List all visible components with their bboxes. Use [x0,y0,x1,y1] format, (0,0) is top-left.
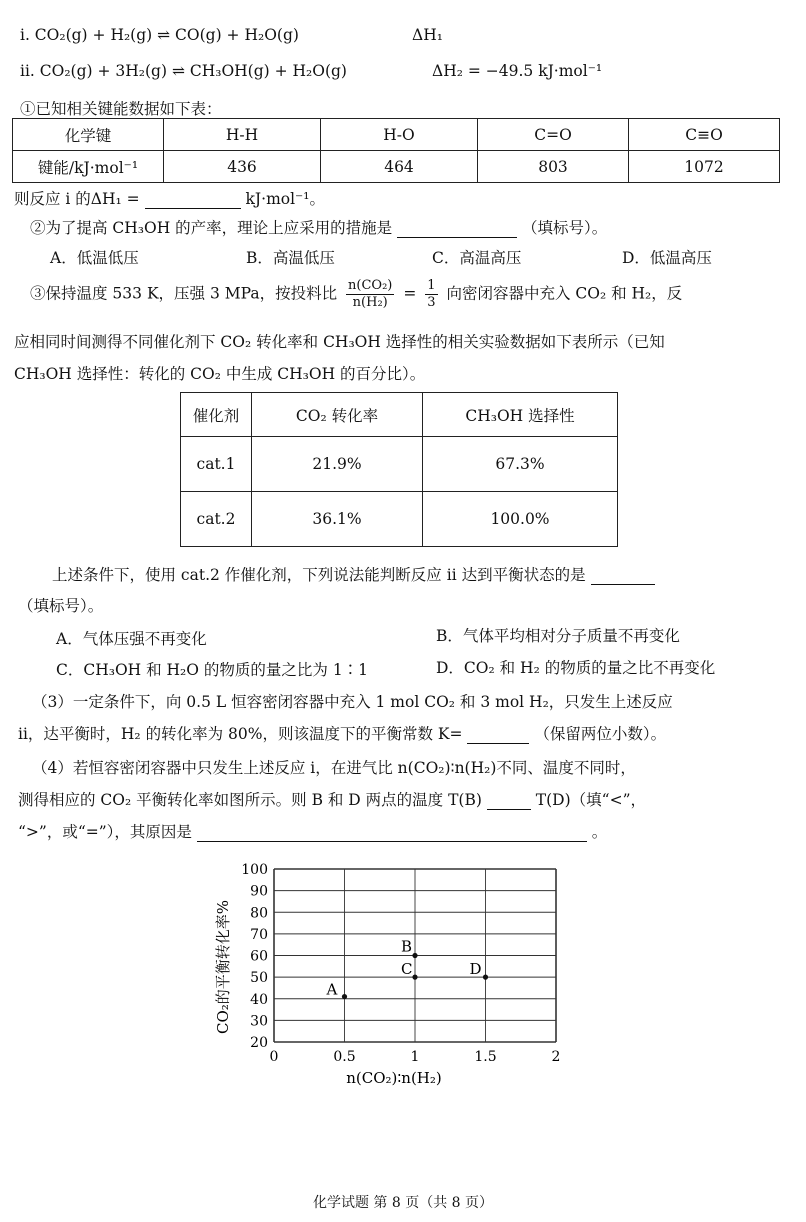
bond-header: H-H [164,119,321,151]
q1-unit: kJ·mol⁻¹。 [245,190,325,208]
q3-ask-hint: （填标号）。 [18,597,104,615]
cat-header: 催化剂 [181,393,252,437]
co2-conversion-chart [200,855,600,1095]
part4-text: 测得相应的 CO₂ 平衡转化率如图所示。则 B 和 D 两点的温度 T(B) [18,791,482,809]
y-tick-label: 50 [250,970,268,987]
q3-question [52,563,655,585]
x-tick-label: 0.5 [333,1049,356,1065]
q3-line-3: CH₃OH 选择性：转化的 CO₂ 中生成 CH₃OH 的百分比）。 [14,365,426,383]
data-point-c [412,975,417,980]
part3-text: ⅱ，达平衡时，H₂ 的转化率为 80%，则该温度下的平衡常数 K= [18,725,463,743]
bond-value: 1072 [629,151,780,183]
y-tick-label: 100 [241,862,268,878]
part4-reason-blank[interactable] [197,826,587,842]
part3-answer-blank[interactable] [467,728,529,744]
reaction-1 [20,26,299,44]
catalyst-table [180,392,618,547]
q1-intro: ①已知相关键能数据如下表： [20,100,222,118]
y-tick-label: 90 [250,883,268,900]
q3-option-c: C．CH₃OH 和 H₂O 的物质的量之比为 1∶1 [56,661,369,679]
part4-reason-text: “>”，或“=”），其原因是 [18,823,192,841]
part4-line-3 [18,820,607,842]
q2-question [30,216,607,238]
q3-option-a: A．气体压强不再变化 [56,630,207,648]
q3-text-a: ③保持温度 533 K，压强 3 MPa，按投料比 [30,284,338,303]
bond-value: 464 [321,151,478,183]
cat-cell: 21.9% [252,437,423,492]
x-tick-label: 1.5 [474,1049,497,1065]
cat-cell: 67.3% [423,437,618,492]
part4-compare-blank[interactable] [487,794,531,810]
cat-cell: 100.0% [423,492,618,547]
bond-energy-table [12,118,780,183]
q2-option-c: C．高温高压 [432,249,522,267]
part3-hint: （保留两位小数）。 [534,725,667,743]
page-footer: 化学试题 第 8 页（共 8 页） [312,1195,494,1211]
q1-question [14,187,325,209]
y-tick-label: 80 [250,905,268,922]
part4-end: 。 [591,823,608,841]
data-point-b [412,953,417,958]
q2-answer-blank[interactable] [397,222,517,238]
x-axis-label: n(CO₂)∶n(H₂) [346,1069,442,1087]
part4-hint: T(D)（填“<”， [535,791,646,809]
equals-sign: = [403,284,417,303]
q2-option-d: D．低温高压 [622,249,712,267]
q2-option-b: B．高温低压 [246,249,335,267]
feed-ratio-fraction [346,278,394,311]
y-tick-label: 40 [250,991,268,1008]
q3-option-d: D．CO₂ 和 H₂ 的物质的量之比不再变化 [436,659,716,677]
bond-header: C≡O [629,119,780,151]
cat-cell: cat.1 [181,437,252,492]
q3-text-b: 向密闭容器中充入 CO₂ 和 H₂，反 [446,284,683,303]
point-label-b: B [401,937,413,956]
cat-header: CH₃OH 选择性 [423,393,618,437]
part3-line-1: （3）一定条件下，向 0.5 L 恒容密闭容器中充入 1 mol CO₂ 和 3 mol H₂，只发生上述反应 [32,693,673,711]
x-tick-label: 0 [269,1049,279,1065]
value-denominator: 3 [427,295,436,310]
y-tick-label: 30 [250,1013,268,1030]
fraction-numerator: n(CO₂) [348,278,393,293]
bond-header: H-O [321,119,478,151]
q3-ask-text: 上述条件下，使用 cat.2 作催化剂，下列说法能判断反应 ⅱ 达到平衡状态的是 [52,566,586,584]
data-point-a [342,994,347,999]
bond-value: 436 [164,151,321,183]
q3-answer-blank[interactable] [591,569,655,585]
q3-intro [30,278,682,311]
ratio-value-fraction [425,278,437,311]
bond-row-label: 键能/kJ·mol⁻¹ [13,151,164,183]
x-tick-label: 2 [551,1049,561,1065]
q2-text: ②为了提高 CH₃OH 的产率，理论上应采用的措施是 [30,219,393,237]
cat-cell: cat.2 [181,492,252,547]
cat-cell: 36.1% [252,492,423,547]
q1-answer-blank[interactable] [145,193,241,209]
q3-option-b: B．气体平均相对分子质量不再变化 [436,627,680,645]
q3-line-2: 应相同时间测得不同催化剂下 CO₂ 转化率和 CH₃OH 选择性的相关实验数据如下表所示（已知 [14,333,665,351]
reaction-2-equation: ⅱ. CO₂(g) + 3H₂(g) ⇌ CH₃OH(g) + H₂O(g) [20,62,347,80]
q1-text: 则反应 ⅰ 的ΔH₁ = [14,190,140,208]
data-point-d [483,975,488,980]
reaction-1-equation: ⅰ. CO₂(g) + H₂(g) ⇌ CO(g) + H₂O(g) [20,26,299,44]
reaction-1-dh: ΔH₁ [412,26,443,44]
part4-line-2 [18,788,646,810]
bond-header: C=O [478,119,629,151]
part3-line-2 [18,722,666,744]
bond-value: 803 [478,151,629,183]
point-label-d: D [469,960,482,979]
reaction-2-dh: ΔH₂ = −49.5 kJ·mol⁻¹ [432,62,603,80]
fraction-denominator: n(H₂) [352,295,388,310]
y-axis-label: CO₂的平衡转化率% [214,899,232,1035]
q2-option-a: A．低温低压 [50,249,139,267]
cat-header: CO₂ 转化率 [252,393,423,437]
reaction-2 [20,62,347,80]
y-tick-label: 60 [250,948,268,965]
point-label-a: A [326,980,338,999]
q2-hint: （填标号）。 [522,219,608,237]
y-tick-label: 70 [250,926,268,943]
bond-header: 化学键 [13,119,164,151]
value-numerator: 1 [427,278,436,293]
x-tick-label: 1 [410,1049,420,1065]
point-label-c: C [401,960,413,979]
y-tick-label: 20 [250,1035,268,1051]
part4-line-1: （4）若恒容密闭容器中只发生上述反应 ⅰ，在进气比 n(CO₂)∶n(H₂)不同、温度不同时， [32,759,636,777]
